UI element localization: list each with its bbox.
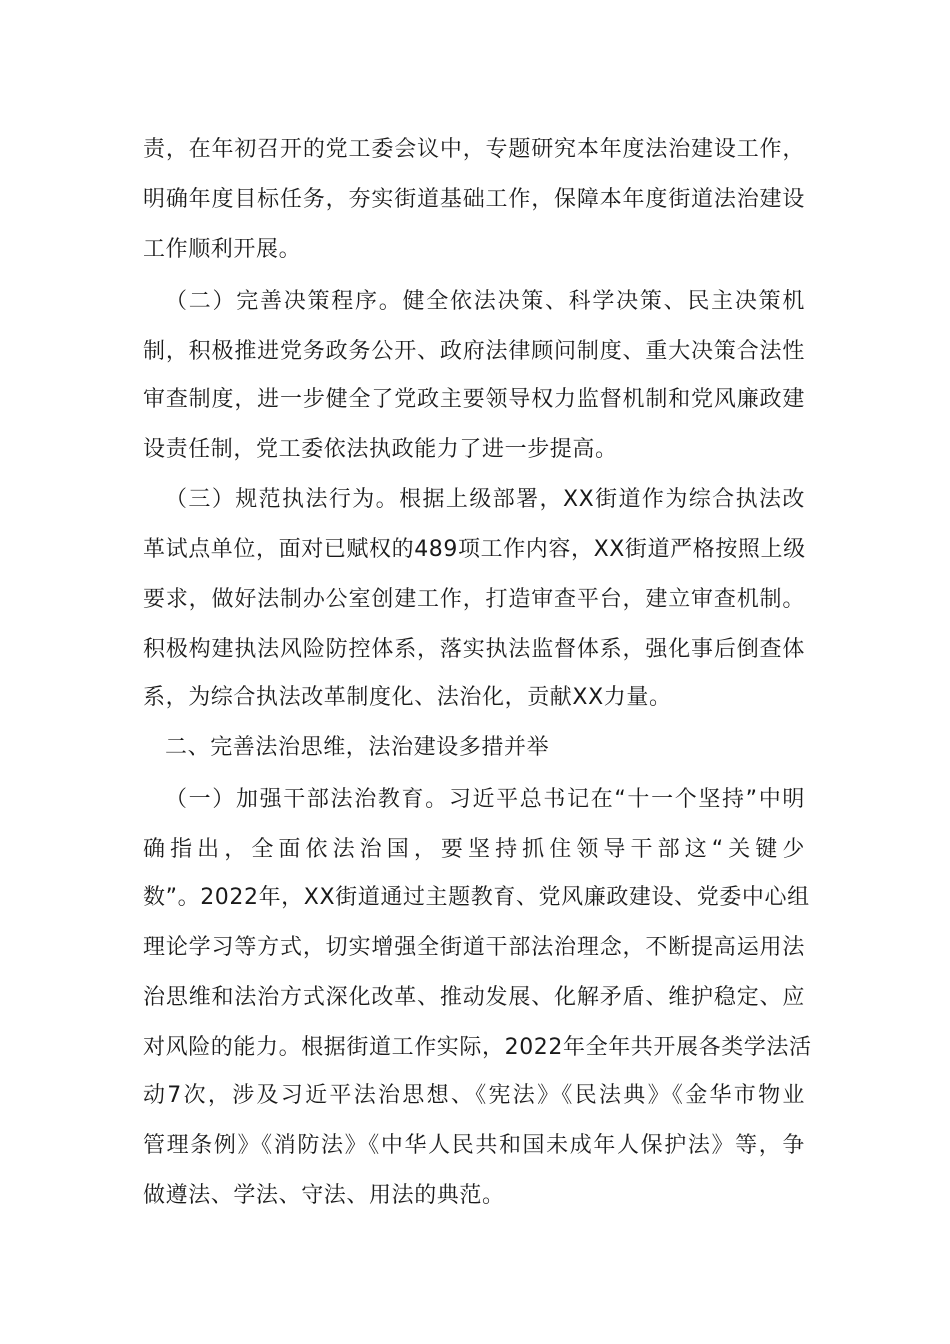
text-line: 要求，做好法制办公室创建工作，打造审查平台，建立审查机制。 [143,587,805,612]
text-line: 做遵法、学法、守法、用法的典范。 [143,1183,505,1208]
text-line: 明确年度目标任务，夯实街道基础工作，保障本年度街道法治建设 [143,187,805,212]
text-line: 管理条例》《消防法》《中华人民共和国未成年人保护法》等，争 [143,1133,805,1158]
text-line: 数”。2022年，XX街道通过主题教育、党风廉政建设、党委中心组 [143,885,810,910]
text-line: 理论学习等方式，切实增强全街道干部法治理念，不断提高运用法 [143,935,805,960]
section-heading: 二、完善法治思维，法治建设多措并举 [165,735,550,760]
paragraph-heading: （一）加强干部法治教育。习近平总书记在“十一个坚持”中明 [165,787,805,812]
text-line: 积极构建执法风险防控体系，落实执法监督体系，强化事后倒查体 [143,637,805,662]
text-line: 工作顺利开展。 [143,237,302,262]
text-line: 责，在年初召开的党工委会议中，专题研究本年度法治建设工作， [143,137,805,162]
text-line: 系，为综合执法改革制度化、法治化，贡献XX力量。 [143,685,672,710]
text-line: 对风险的能力。根据街道工作实际，2022年全年共开展各类学法活 [143,1035,812,1060]
text-line: 革试点单位，面对已赋权的489项工作内容，XX街道严格按照上级 [143,537,806,562]
text-line: 设责任制，党工委依法执政能力了进一步提高。 [143,437,618,462]
text-line: 动7次，涉及习近平法治思想、《宪法》《民法典》《金华市物业 [143,1083,805,1108]
paragraph-heading: （三）规范执法行为。根据上级部署，XX街道作为综合执法改 [165,487,805,512]
text-line: 治思维和法治方式深化改革、推动发展、化解矛盾、维护稳定、应 [143,985,805,1010]
text-line: 确指出，全面依法治国，要坚持抓住领导干部这“关键少 [143,837,805,862]
text-line: 制，积极推进党务政务公开、政府法律顾问制度、重大决策合法性 [143,339,805,364]
text-line: 审查制度，进一步健全了党政主要领导权力监督机制和党风廉政建 [143,387,805,412]
paragraph-heading: （二）完善决策程序。健全依法决策、科学决策、民主决策机 [165,289,805,314]
